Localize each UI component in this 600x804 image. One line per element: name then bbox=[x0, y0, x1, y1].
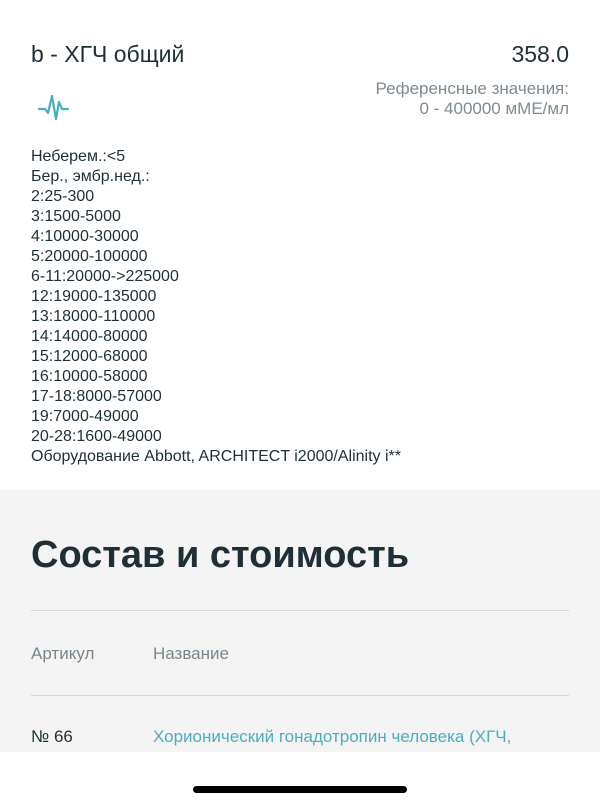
note-line: 5:20000-100000 bbox=[31, 248, 148, 265]
reference-notes bbox=[31, 147, 571, 467]
article-number: № 66 bbox=[31, 727, 73, 746]
equipment-note: Оборудование Abbott, ARCHITECT i2000/Alinity i** bbox=[31, 448, 401, 465]
reference-label: Референсные значения: bbox=[375, 79, 569, 98]
service-link[interactable]: Хорионический гонадотропин человека (ХГЧ, bbox=[153, 727, 512, 746]
note-line: 13:18000-110000 bbox=[31, 308, 156, 325]
home-bar bbox=[0, 752, 600, 804]
note-line: 4:10000-30000 bbox=[31, 228, 139, 245]
note-line: Неберем.:<5 bbox=[31, 148, 126, 165]
reference-range: 0 - 400000 мМЕ/мл bbox=[419, 99, 569, 118]
test-value: 358.0 bbox=[511, 41, 569, 67]
home-indicator[interactable] bbox=[193, 786, 407, 793]
column-header-article: Артикул bbox=[31, 644, 95, 663]
note-line: 12:19000-135000 bbox=[31, 288, 157, 305]
divider bbox=[31, 610, 569, 611]
note-line: 3:1500-5000 bbox=[31, 208, 121, 225]
note-line: 15:12000-68000 bbox=[31, 348, 148, 365]
note-line: 17-18:8000-57000 bbox=[31, 388, 162, 405]
note-line: 16:10000-58000 bbox=[31, 368, 148, 385]
divider bbox=[31, 695, 569, 696]
note-line: 20-28:1600-49000 bbox=[31, 428, 162, 445]
note-line: 2:25-300 bbox=[31, 188, 95, 205]
pulse-icon bbox=[37, 92, 70, 122]
test-name: b - ХГЧ общий bbox=[31, 41, 185, 67]
section-title: Состав и стоимость bbox=[31, 534, 410, 576]
reference-values bbox=[376, 79, 569, 119]
note-line: Бер., эмбр.нед.: bbox=[31, 168, 150, 185]
note-line: 19:7000-49000 bbox=[31, 408, 139, 425]
note-line: 14:14000-80000 bbox=[31, 328, 148, 345]
column-header-name: Название bbox=[153, 644, 229, 663]
note-line: 6-11:20000->225000 bbox=[31, 268, 179, 285]
